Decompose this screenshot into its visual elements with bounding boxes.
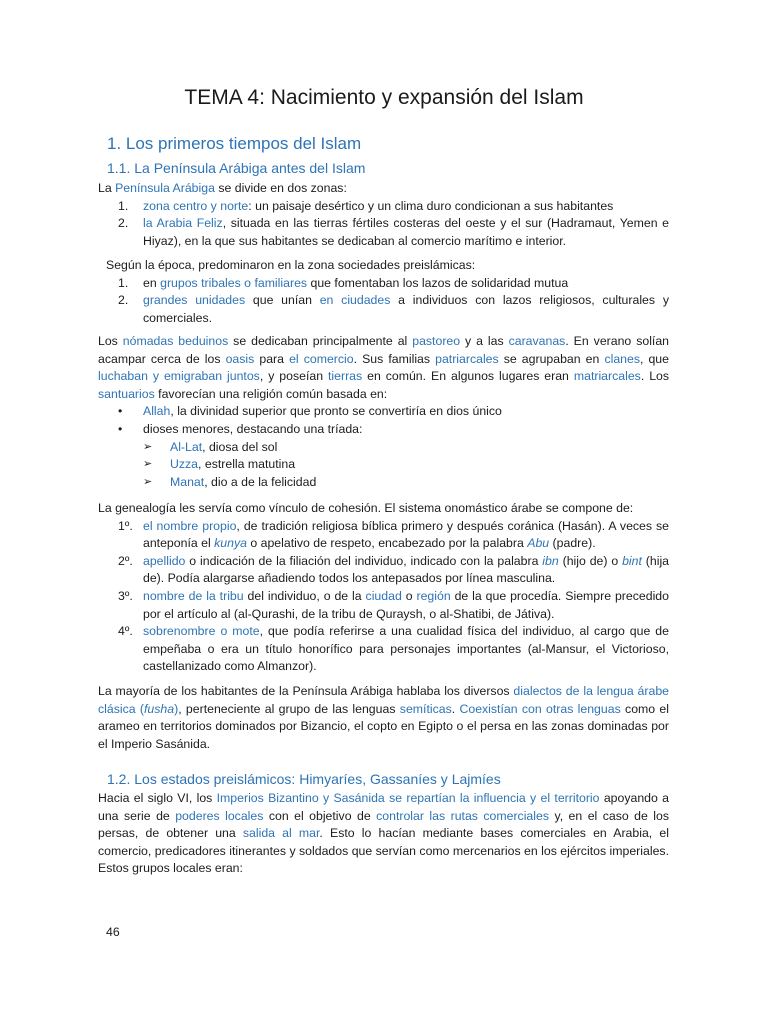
genealogia-paragraph: La genealogía les servía como vínculo de cohesión. El sistema onomástico árabe se compone de: — [98, 501, 634, 515]
list-item: 1º. el nombre propio, de tradición religiosa bíblica primero y después coránica (Hasán). A veces se anteponía el kunya o apelativo de respeto, encabezado por la palabra Abu (padre). — [118, 518, 670, 551]
arrow-item: ➢ Al-Lat, diosa del sol — [143, 439, 278, 454]
religion-bullet-list — [98, 403, 669, 491]
onomastica-list — [98, 518, 669, 676]
sociedades-list — [98, 275, 669, 328]
bullet-item-dioses: • dioses menores, destacando una tríada: ➢ Al-Lat, diosa del sol ➢ Uzza, estrella matutina ➢ Manat, dio a de la felicidad — [98, 421, 669, 491]
page-number: 46 — [106, 925, 120, 939]
zonas-list — [98, 198, 669, 251]
lenguas-paragraph: La mayoría de los habitantes de la Península Arábiga hablaba los diversos dialectos de la lengua árabe clásica (fusha), perteneciente al grupo de las lenguas semíticas. Coexistían con otras lenguas como el arameo en territorios dominados por Bizancio, el copto en Egipto o el persa en las zonas dominadas por el Imperio Sasánida. — [98, 684, 669, 751]
block-zonas — [98, 180, 669, 250]
list-item: 1. en grupos tribales o familiares que fomentaban los lazos de solidaridad mutua — [118, 275, 569, 290]
block-sociedades — [98, 257, 669, 327]
beduinos-paragraph: Los nómadas beduinos se dedicaban principalmente al pastoreo y a las caravanas. En verano solían acampar cerca de los oasis para el comercio. Sus familias patriarcales se agrupaban en clanes, que luchaban y emigraban juntos, y poseían tierras en común. En algunos lugares eran matriarcales. Los santuarios favorecían una religión común basada en: — [98, 334, 670, 401]
subsection-heading-1-2: 1.2. Los estados preislámicos: Himyaríes, Gassaníes y Lajmíes — [107, 771, 501, 787]
arrow-item: ➢ Manat, dio a de la felicidad — [143, 474, 317, 489]
subsection-heading-1-1: 1.1. La Península Arábiga antes del Islam — [107, 160, 366, 176]
list-item: 3º. nombre de la tribu del individuo, o de la ciudad o región de la que procedía. Siempre precedido por el artículo al (al-Qurashi, de la tribu de Quraysh, o al-Shatibi, de Játiva). — [118, 588, 669, 621]
list-item: 2. la Arabia Feliz, situada en las tierras fértiles costeras del oeste y el sur (Hadramaut, Yemen e Hiyaz), en la que sus habitantes se dedicaban al comercio marítimo e interior. — [118, 216, 670, 248]
intro-paragraph: La Península Arábiga se divide en dos zonas: — [98, 181, 347, 195]
block-onomastica — [98, 500, 669, 676]
sociedades-paragraph: Según la época, predominaron en la zona sociedades preislámicas: — [106, 258, 476, 272]
block-estados — [98, 790, 669, 878]
list-item: 4º. sobrenombre o mote, que podía referirse a una cualidad física del individuo, al cargo que de empeñaba o era un título honorífico para personajes importantes (al-Mansur, el Victorioso, castellanizado como Almanzor). — [118, 624, 669, 674]
block-beduinos — [98, 333, 669, 491]
list-item: 1. zona centro y norte: un paisaje desértico y un clima duro condicionan a sus habitantes — [118, 198, 614, 213]
triada-list — [143, 439, 669, 492]
estados-paragraph: Hacia el siglo VI, los Imperios Bizantino y Sasánida se repartían la influencia y el territorio apoyando a una serie de poderes locales con el objetivo de controlar las rutas comerciales y, en el caso de los persas, de obtener una salida al mar. Esto lo hacían mediante bases comerciales en Arabia, el comercio, predicadores itinerantes y soldados que servían como mercenarios en los ejércitos imperiales. Estos grupos locales eran: — [98, 791, 669, 876]
arrow-item: ➢ Uzza, estrella matutina — [143, 457, 296, 472]
block-lenguas — [98, 683, 669, 753]
list-item: 2. grandes unidades que unían en ciudades a individuos con lazos religiosos, culturales y comerciales. — [118, 293, 669, 325]
bullet-item-allah: • Allah, la divinidad superior que pronto se convertiría en dios único — [118, 404, 502, 419]
page-title: TEMA 4: Nacimiento y expansión del Islam — [184, 86, 584, 109]
section-heading-1: 1. Los primeros tiempos del Islam — [107, 134, 362, 153]
list-item: 2º. apellido o indicación de la filiación del individuo, indicado con la palabra ibn (hijo de) o bint (hija de). Podía alargarse añadiendo todos los antepasados por línea masculina. — [118, 553, 670, 586]
